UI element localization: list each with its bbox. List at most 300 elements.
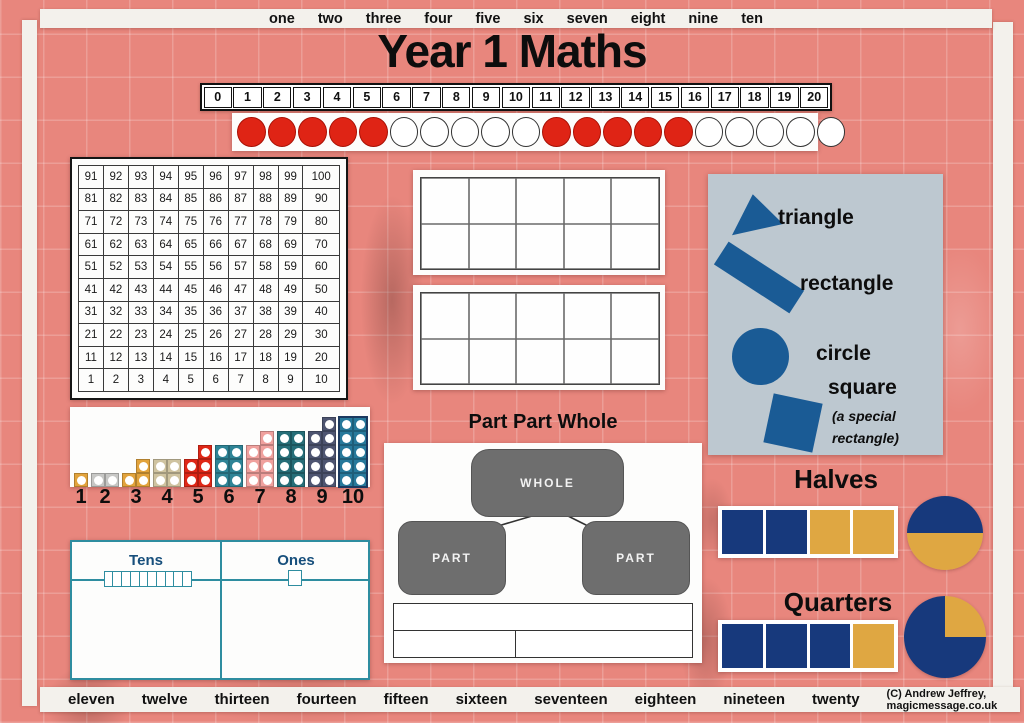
numicon-dot [280, 462, 289, 471]
halves-bar-segment-blue [722, 510, 763, 554]
rectangle-shape-icon [714, 242, 804, 314]
halves-bar-segment-gold [853, 510, 894, 554]
hundred-square-cell: 70 [303, 233, 340, 256]
numicon-cell [353, 445, 367, 459]
numicon-cell [184, 459, 198, 473]
halves-fraction-bar [718, 506, 898, 558]
hundred-square-cell: 6 [203, 369, 228, 392]
numicon-dot [263, 476, 272, 485]
numicon-cell [291, 473, 305, 487]
hundred-square-cell: 9 [278, 369, 303, 392]
numicon-shape-10 [339, 417, 367, 487]
numicon-dot [325, 434, 334, 443]
hundred-square-cell: 41 [79, 278, 104, 301]
numicon-dot [218, 448, 227, 457]
number-track-cell: 10 [502, 87, 530, 108]
hundred-square-cell: 36 [203, 301, 228, 324]
numicon-cell [153, 473, 167, 487]
number-track [200, 83, 832, 111]
hundred-square-cell: 25 [178, 324, 203, 347]
numicon-cell [308, 459, 322, 473]
numicon-dot [325, 448, 334, 457]
hundred-square-cell: 40 [303, 301, 340, 324]
numicon-cell [136, 459, 150, 473]
numicon-shape-9 [308, 417, 336, 487]
numicon-row [246, 473, 274, 487]
numicon-cell [260, 473, 274, 487]
circle-shape-icon [732, 328, 789, 385]
numicon-row [339, 473, 367, 487]
number-track-cell: 14 [621, 87, 649, 108]
bottom-number-words-strip [40, 687, 1020, 712]
hundred-square-cell: 16 [203, 346, 228, 369]
numicon-cell [215, 445, 229, 459]
numicon-shape-7 [246, 431, 274, 487]
hundred-square-cell: 75 [178, 211, 203, 234]
hundred-square-cell: 22 [103, 324, 128, 347]
quarters-title: Quarters [783, 587, 893, 617]
numicon-dot [294, 476, 303, 485]
numicon-cell [215, 473, 229, 487]
ten-frame-cell [516, 339, 564, 385]
numicon-dot [342, 420, 351, 429]
hundred-square-cell: 11 [79, 346, 104, 369]
numicon-cell [198, 459, 212, 473]
bottom-number-word: thirteen [214, 691, 270, 708]
ten-frame-cell [564, 293, 612, 339]
bottom-words [68, 691, 860, 708]
numicon-dot [232, 462, 241, 471]
red-bead [542, 117, 571, 147]
hundred-square-row [79, 301, 340, 324]
hundred-square-cell: 33 [128, 301, 153, 324]
hundred-square-cell: 86 [203, 188, 228, 211]
top-number-word: five [475, 10, 501, 27]
ten-frame-cell [469, 178, 517, 224]
numicon-dot [232, 448, 241, 457]
hundred-square-cell: 47 [228, 278, 253, 301]
numicon-dot [125, 476, 134, 485]
numicon-dot [108, 476, 117, 485]
numicon-row [246, 459, 274, 473]
numicon-label: 2 [99, 486, 111, 508]
numicon-shape-6 [215, 445, 243, 487]
hundred-square-cell: 12 [103, 346, 128, 369]
ten-frame-cell [611, 224, 659, 270]
hundred-square-cell: 71 [79, 211, 104, 234]
hundred-square-cell: 50 [303, 278, 340, 301]
hundred-square-cell: 93 [128, 166, 153, 189]
quarters-fraction-circle [904, 596, 986, 678]
numicon-shapes-row [74, 407, 370, 487]
white-bead [817, 117, 846, 147]
hundred-square-cell: 58 [253, 256, 278, 279]
numicon-shape-8 [277, 431, 305, 487]
hundred-square-cell: 91 [79, 166, 104, 189]
numicon-dot [356, 420, 365, 429]
numicon-dot [342, 448, 351, 457]
hundred-square-cell: 73 [128, 211, 153, 234]
halves-title: Halves [794, 464, 878, 494]
copyright-text: (C) Andrew Jeffrey, magicmessage.co.uk [886, 687, 998, 712]
hundred-square-cell: 34 [153, 301, 178, 324]
numicon-cell [277, 459, 291, 473]
numicon-dot [170, 476, 179, 485]
numicon-cell [339, 459, 353, 473]
number-track-cell: 20 [800, 87, 828, 108]
numicon-dot [218, 476, 227, 485]
numicon-row [246, 445, 274, 459]
hundred-square-cell: 76 [203, 211, 228, 234]
number-track-cell: 18 [740, 87, 768, 108]
hundred-square-row [79, 369, 340, 392]
hundred-square-cell: 48 [253, 278, 278, 301]
place-value-chart [70, 540, 370, 680]
number-track-cell: 19 [770, 87, 798, 108]
ten-frame-cell [611, 293, 659, 339]
bottom-number-word: eleven [68, 691, 115, 708]
numicon-row [308, 445, 336, 459]
triangle-shape-icon [728, 191, 784, 238]
hundred-square-cell: 65 [178, 233, 203, 256]
numicon-dot [342, 462, 351, 471]
white-bead [756, 117, 785, 147]
square-note-line1: (a special [832, 408, 896, 424]
hundred-square-cell: 21 [79, 324, 104, 347]
numicon-row [308, 431, 336, 445]
ten-frame-cell [421, 339, 469, 385]
top-number-word: six [523, 10, 544, 27]
red-bead [634, 117, 663, 147]
numicon-shape-1 [74, 473, 88, 487]
square-note-line2: rectangle) [832, 430, 899, 446]
hundred-square-cell: 15 [178, 346, 203, 369]
hundred-square-cell: 94 [153, 166, 178, 189]
halves-fraction-circle [907, 496, 983, 570]
quarters-fraction-bar [718, 620, 898, 672]
page-title: Year 1 Maths [377, 25, 647, 77]
hundred-square-cell: 26 [203, 324, 228, 347]
numicon-cell [122, 473, 136, 487]
frame-right-bar [993, 22, 1013, 688]
number-track-cell: 2 [263, 87, 291, 108]
numicon-dot [294, 448, 303, 457]
numicon-dot [356, 476, 365, 485]
hundred-square-cell: 64 [153, 233, 178, 256]
numicon-dot [311, 462, 320, 471]
number-track-cell: 16 [681, 87, 709, 108]
red-bead [573, 117, 602, 147]
part-box-right: PART [582, 521, 690, 595]
numicon-cell [322, 417, 336, 431]
part-part-whole-panel [384, 443, 702, 663]
square-shape-icon [763, 393, 822, 452]
numicon-cell [291, 459, 305, 473]
hundred-square-cell: 78 [253, 211, 278, 234]
place-value-column-divider [220, 542, 222, 678]
hundred-square-cell: 37 [228, 301, 253, 324]
numicon-cell [353, 417, 367, 431]
numicon-cell [136, 473, 150, 487]
hundred-square-row [79, 346, 340, 369]
tens-rod-icon [105, 571, 192, 587]
numicon-cell [184, 473, 198, 487]
shapes-panel [708, 174, 943, 455]
numicon-dot [94, 476, 103, 485]
hundred-square-cell: 17 [228, 346, 253, 369]
numicon-cell [353, 431, 367, 445]
numicon-dot [356, 462, 365, 471]
hundred-square-cell: 67 [228, 233, 253, 256]
hundred-square-cell: 8 [253, 369, 278, 392]
numicon-cell [198, 473, 212, 487]
hundred-square-cell: 38 [253, 301, 278, 324]
ten-frame-cell [421, 293, 469, 339]
numicon-cell [308, 431, 322, 445]
hundred-square-cell: 79 [278, 211, 303, 234]
quarters-bar-segment-gold [853, 624, 894, 668]
ten-frame-cell [516, 178, 564, 224]
hundred-square-cell: 2 [103, 369, 128, 392]
numicon-dot [280, 476, 289, 485]
bar-model-part-cell-right [516, 631, 692, 657]
numicon-row [308, 459, 336, 473]
hundred-square-table [78, 165, 340, 392]
hundred-square-row [79, 166, 340, 189]
hundred-square-cell: 7 [228, 369, 253, 392]
hundred-square-cell: 100 [303, 166, 340, 189]
top-number-word: two [317, 10, 343, 27]
numicon-dot [294, 462, 303, 471]
red-bead [359, 117, 388, 147]
numicon-row [184, 473, 212, 487]
hundred-square-cell: 69 [278, 233, 303, 256]
red-bead [664, 117, 693, 147]
numicon-label: 6 [223, 486, 235, 508]
ten-frame-cell [516, 224, 564, 270]
quarters-bar-segment-blue [722, 624, 763, 668]
hundred-square-cell: 62 [103, 233, 128, 256]
white-bead [512, 117, 541, 147]
numicon-cell [291, 431, 305, 445]
numicon-cell [322, 431, 336, 445]
numicon-row [215, 459, 243, 473]
numicon-label: 9 [316, 486, 328, 508]
hundred-square-cell: 82 [103, 188, 128, 211]
hundred-square-cell: 55 [178, 256, 203, 279]
numicon-cell [339, 473, 353, 487]
hundred-square-cell: 20 [303, 346, 340, 369]
numicon-row [339, 459, 367, 473]
hundred-square [70, 157, 348, 400]
hundred-square-cell: 44 [153, 278, 178, 301]
ten-frame-cell [564, 339, 612, 385]
numicon-dot [156, 476, 165, 485]
ten-frame-cell [611, 178, 659, 224]
hundred-square-cell: 61 [79, 233, 104, 256]
numicon-cell [229, 459, 243, 473]
frame-left-bar [22, 20, 37, 706]
hundred-square-cell: 80 [303, 211, 340, 234]
numicon-row [153, 459, 181, 473]
bottom-number-word: eighteen [634, 691, 697, 708]
numicon-cell [322, 473, 336, 487]
ten-frame-grid [420, 292, 660, 385]
bar-model-whole-bar [393, 603, 693, 631]
numicon-cell [105, 473, 119, 487]
numicon-dot [232, 476, 241, 485]
numicon-dot [294, 434, 303, 443]
numicon-cell [246, 445, 260, 459]
numicon-dot [325, 420, 334, 429]
numicon-dot [249, 462, 258, 471]
numicon-dot [139, 476, 148, 485]
white-bead [481, 117, 510, 147]
white-bead [725, 117, 754, 147]
top-number-word: ten [741, 10, 763, 27]
numicon-row [91, 473, 119, 487]
hundred-square-cell: 98 [253, 166, 278, 189]
hundred-square-row [79, 278, 340, 301]
numicon-cell [353, 459, 367, 473]
number-track-cell: 6 [382, 87, 410, 108]
numicon-label: 1 [75, 486, 87, 508]
hundred-square-cell: 43 [128, 278, 153, 301]
bead-string [232, 113, 818, 151]
hundred-square-cell: 51 [79, 256, 104, 279]
halves-bar-segment-gold [810, 510, 851, 554]
numicon-dot [77, 476, 86, 485]
numicon-dot [139, 462, 148, 471]
number-track-cell: 7 [412, 87, 440, 108]
numicon-cell [215, 459, 229, 473]
numicon-label: 3 [130, 486, 142, 508]
white-bead [451, 117, 480, 147]
numicon-row [339, 431, 367, 445]
rod-cube [182, 571, 192, 587]
hundred-square-cell: 88 [253, 188, 278, 211]
numicon-cell [167, 459, 181, 473]
bottom-number-word: seventeen [534, 691, 608, 708]
numicon-dot [249, 476, 258, 485]
hundred-square-cell: 56 [203, 256, 228, 279]
numicon-cell [339, 445, 353, 459]
numicon-cell [277, 431, 291, 445]
top-number-word: nine [688, 10, 719, 27]
ten-frame-cell [421, 224, 469, 270]
numicon-cell [353, 473, 367, 487]
hundred-square-cell: 14 [153, 346, 178, 369]
numicon-cell [246, 459, 260, 473]
numicon-dot [280, 434, 289, 443]
ten-frame-cell [421, 178, 469, 224]
red-bead [603, 117, 632, 147]
circle-label: circle [816, 342, 871, 365]
numicon-cell [260, 459, 274, 473]
hundred-square-cell: 13 [128, 346, 153, 369]
number-track-cell: 3 [293, 87, 321, 108]
numicon-shape-4 [153, 459, 181, 487]
number-track-cell: 15 [651, 87, 679, 108]
hundred-square-cell: 30 [303, 324, 340, 347]
numicon-dot [325, 462, 334, 471]
numicon-dot [218, 462, 227, 471]
numicon-dot [311, 448, 320, 457]
numicon-dot [156, 462, 165, 471]
numicon-label: 4 [161, 486, 173, 508]
hundred-square-cell: 85 [178, 188, 203, 211]
numicon-dot [280, 448, 289, 457]
hundred-square-cell: 83 [128, 188, 153, 211]
hundred-square-cell: 92 [103, 166, 128, 189]
number-track-cell: 0 [204, 87, 232, 108]
numicon-dot [201, 462, 210, 471]
numicon-cell [198, 445, 212, 459]
rectangle-label: rectangle [800, 272, 894, 295]
hundred-square-cell: 32 [103, 301, 128, 324]
numicon-row [277, 431, 305, 445]
hundred-square-row [79, 211, 340, 234]
numicon-cell [277, 473, 291, 487]
triangle-label: triangle [778, 206, 854, 229]
part-part-whole-title: Part Part Whole [468, 411, 618, 433]
white-bead [420, 117, 449, 147]
hundred-square-cell: 72 [103, 211, 128, 234]
numicon-row [277, 459, 305, 473]
hundred-square-cell: 46 [203, 278, 228, 301]
white-bead [695, 117, 724, 147]
numicon-row [215, 445, 243, 459]
numicon-label: 10 [341, 486, 365, 508]
hundred-square-cell: 31 [79, 301, 104, 324]
numicon-row [122, 459, 150, 473]
numicon-dot [201, 448, 210, 457]
top-number-word: one [269, 10, 295, 27]
numicon-row [308, 417, 336, 431]
numicon-cell [339, 417, 353, 431]
hundred-square-row [79, 256, 340, 279]
hundred-square-cell: 18 [253, 346, 278, 369]
hundred-square-cell: 1 [79, 369, 104, 392]
hundred-square-cell: 49 [278, 278, 303, 301]
hundred-square-cell: 87 [228, 188, 253, 211]
numicon-cell [339, 431, 353, 445]
numicon-cell [260, 445, 274, 459]
hundred-square-cell: 60 [303, 256, 340, 279]
numicon-row [246, 431, 274, 445]
numicon-cell [229, 473, 243, 487]
numicon-row [277, 445, 305, 459]
numicon-row [277, 473, 305, 487]
numicon-cell [74, 473, 88, 487]
numicon-cell [322, 445, 336, 459]
hundred-square-cell: 68 [253, 233, 278, 256]
hundred-square-cell: 3 [128, 369, 153, 392]
numicon-cell [322, 459, 336, 473]
hundred-square-cell: 5 [178, 369, 203, 392]
hundred-square-cell: 19 [278, 346, 303, 369]
top-number-word: three [365, 10, 402, 27]
hundred-square-cell: 90 [303, 188, 340, 211]
hundred-square-cell: 89 [278, 188, 303, 211]
hundred-square-cell: 74 [153, 211, 178, 234]
numicon-shape-2 [91, 473, 119, 487]
numicon-cell [167, 473, 181, 487]
numicon-label: 5 [192, 486, 204, 508]
quarters-bar-segment-blue [810, 624, 851, 668]
numicon-dot [311, 476, 320, 485]
whole-box: WHOLE [471, 449, 624, 517]
